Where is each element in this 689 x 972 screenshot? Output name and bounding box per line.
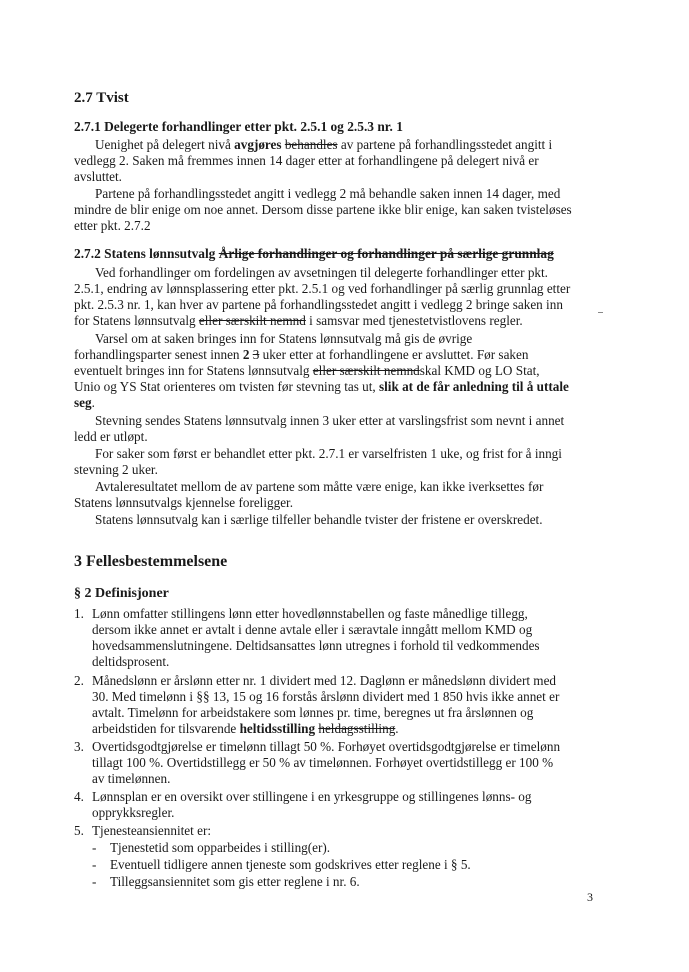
text-span: uker etter at forhandlingene er avsluttet. Før saken (262, 347, 529, 362)
list-number: 5. (74, 823, 84, 838)
deleted-text: 3 (252, 347, 260, 362)
text-span: arbeidstiden for tilsvarende (92, 721, 237, 736)
text-line: Ved forhandlinger om fordelingen av avsetningen til delegerte forhandlinger etter pkt. (95, 265, 548, 280)
text-line (74, 313, 523, 329)
sub-list-item: Tilleggsansiennitet som gis etter reglene i nr. 6. (110, 874, 360, 889)
sub-list-item: Eventuell tidligere annen tjeneste som godskrives etter reglene i § 5. (110, 857, 471, 872)
margin-mark (598, 312, 603, 313)
text-line: pkt. 2.5.3 nr. 1, kan hver av partene på forhandlingsstedet angitt i vedlegg 2 bringe saken inn (74, 297, 563, 312)
list-item-line: Månedslønn er årslønn etter nr. 1 dividert med 12. Daglønn er månedslønn dividert med (92, 673, 557, 688)
list-item-line (92, 721, 399, 737)
text-line: 2.5.1, endring av lønnsplassering etter pkt. 2.5.1 og ved forhandlinger på særlig grunnlag etter (74, 281, 571, 296)
text-line: Statens lønnsutvalg kan i særlige tilfeller behandle tvister der fristene er overskredet. (95, 512, 543, 527)
inserted-text: heltidsstilling (239, 721, 316, 736)
list-number: 1. (74, 606, 84, 621)
inserted-text: avgjøres (234, 137, 282, 152)
list-item-line: deltidsprosent. (92, 654, 170, 669)
text-line: mindre de blir enige om noe annet. Dersom disse partene ikke blir enige, kan saken tvisteløses (74, 202, 572, 217)
text-span: eventuelt bringes inn for Statens lønnsutvalg (74, 363, 310, 378)
text-line: Avtaleresultatet mellom de av partene som måtte være enige, kan ikke iverksettes før (95, 479, 544, 494)
text-span: . (395, 721, 399, 736)
paragraph-heading-definisjoner: § 2 Definisjoner (74, 586, 169, 601)
list-item-line: 30. Med timelønn i §§ 13, 15 og 16 forstås årslønn dividert med 1 850 hvis ikke annet er (92, 689, 560, 704)
list-item-line: Tjenesteansiennitet er: (92, 823, 212, 838)
page-number: 3 (587, 890, 593, 904)
list-item-line: Lønnsplan er en oversikt over stillingene i en yrkesgruppe og stillingenes lønns- og (92, 789, 532, 804)
text-line (74, 363, 540, 379)
inserted-text: slik at de får anledning til å uttale (379, 379, 569, 394)
deleted-text: eller særskilt nemnd (198, 313, 306, 328)
text-line: avsluttet. (74, 169, 122, 184)
text-line: stevning 2 uker. (74, 462, 158, 477)
text-line: vedlegg 2. Saken må fremmes innen 14 dager etter at forhandlingene på delegert nivå er (74, 153, 539, 168)
list-item-line: hovedsammenslutningene. Deltidsansattes lønn utregnes i forhold til vedkommendes (92, 638, 540, 653)
list-number: 3. (74, 739, 84, 754)
inserted-text: 2 (242, 347, 250, 362)
text-line: etter pkt. 2.7.2 (74, 218, 151, 233)
text-line (95, 137, 552, 153)
list-item-line: av timelønnen. (92, 771, 171, 786)
dash-bullet: - (92, 874, 97, 889)
text-line (74, 379, 569, 395)
text-line: Stevning sendes Statens lønnsutvalg innen 3 uker etter at varslingsfrist som nevnt i annet (95, 413, 565, 428)
text-span: forhandlingsparter senest innen (74, 347, 240, 362)
list-item-line: opprykksregler. (92, 805, 175, 820)
deleted-text: eller særskilt nemnd (312, 363, 420, 378)
text-line: ledd er utløpt. (74, 429, 148, 444)
list-item-line: tillagt 100 %. Overtidstillegg er 50 % av timelønnen. Forhøyet overtidstillegg er 100 % (92, 755, 554, 770)
text-span: . (91, 395, 95, 410)
deleted-text: heldagsstilling (318, 721, 396, 736)
text-line: Partene på forhandlingsstedet angitt i vedlegg 2 må behandle saken innen 14 dager, med (95, 186, 561, 201)
list-number: 4. (74, 789, 84, 804)
subsection-heading-2-7-1: 2.7.1 Delegerte forhandlinger etter pkt. 2.5.1 og 2.5.3 nr. 1 (74, 119, 403, 134)
subsection-heading-2-7-2 (74, 246, 554, 262)
text-line: For saker som først er behandlet etter pkt. 2.7.1 er varselfristen 1 uke, og frist for å inngi (95, 446, 562, 461)
text-span: Unio og YS Stat orienteres om tvisten før stevning tas ut, (74, 379, 376, 394)
text-line: Statens lønnsutvalgs kjennelse foreligger. (74, 495, 294, 510)
list-item-line: Overtidsgodtgjørelse er timelønn tillagt 50 %. Forhøyet overtidsgodtgjørelse er timelønn (92, 739, 561, 754)
text-line: Varsel om at saken bringes inn for Statens lønnsutvalg må gis de øvrige (95, 331, 473, 346)
list-item-line: avtalt. Timelønn for arbeidstakere som lønnes pr. time, beregnes ut fra årslønnen og (92, 705, 534, 720)
deleted-text: Årlige forhandlinger og forhandlinger på særlige grunnlag (218, 246, 554, 261)
text-span: av partene på forhandlingsstedet angitt i (340, 137, 553, 152)
text-line (74, 395, 95, 411)
inserted-text: seg (74, 395, 92, 410)
text-line (74, 347, 528, 363)
section-heading-3: 3 Fellesbestemmelsene (74, 553, 228, 570)
text-span: skal KMD og LO Stat, (419, 363, 540, 378)
list-item-line: dersom ikke annet er avtalt i denne avtale eller i særavtale inngått mellom KMD og (92, 622, 533, 637)
sub-list-item: Tjenestetid som opparbeides i stilling(er). (110, 840, 331, 855)
section-heading-2-7: 2.7 Tvist (74, 90, 129, 106)
text-span: for Statens lønnsutvalg (74, 313, 196, 328)
dash-bullet: - (92, 857, 97, 872)
heading-text: 2.7.2 Statens lønnsutvalg (74, 246, 216, 261)
list-number: 2. (74, 673, 84, 688)
dash-bullet: - (92, 840, 97, 855)
text-span: Uenighet på delegert nivå (95, 137, 231, 152)
list-item-line: Lønn omfatter stillingens lønn etter hovedlønnstabellen og faste månedlige tillegg, (92, 606, 528, 621)
text-span: i samsvar med tjenestetvistlovens regler. (309, 313, 523, 328)
deleted-text: behandles (284, 137, 338, 152)
